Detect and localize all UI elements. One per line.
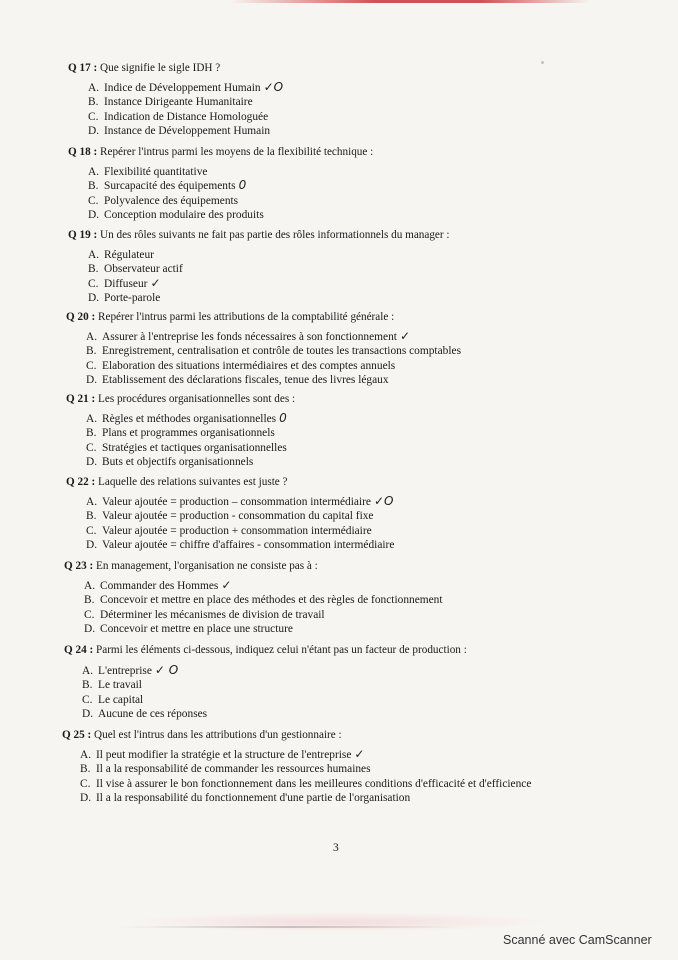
option-b: B. Instance Dirigeante Humanitaire bbox=[88, 96, 253, 109]
option-a: A. Valeur ajoutée = production – consommation intermédiaire ✓O bbox=[86, 494, 394, 508]
question-18 bbox=[68, 146, 373, 159]
question-23 bbox=[64, 560, 318, 573]
question-text: Les procédures organisationnelles sont des : bbox=[98, 393, 296, 405]
option-d: D. Aucune de ces réponses bbox=[82, 708, 208, 721]
option-c: C. Valeur ajoutée = production + consommation intermédiaire bbox=[86, 524, 372, 537]
question-number: Q 23 : bbox=[64, 560, 94, 572]
question-text: Laquelle des relations suivantes est juste ? bbox=[98, 476, 288, 488]
option-b: B. Enregistrement, centralisation et contrôle de toutes les transactions comptables bbox=[86, 345, 462, 358]
question-18-options bbox=[88, 165, 264, 223]
option-c: C. Stratégies et tactiques organisationnelles bbox=[86, 441, 287, 454]
option-b: B. Le travail bbox=[82, 679, 142, 692]
handwritten-mark: ✓O bbox=[263, 80, 284, 94]
option-a: A. Régulateur bbox=[88, 249, 154, 261]
question-17 bbox=[68, 62, 220, 75]
handwritten-mark: ✓ bbox=[354, 747, 365, 761]
question-22-options bbox=[86, 495, 394, 553]
page-number: 3 bbox=[333, 842, 339, 854]
question-19 bbox=[68, 229, 450, 242]
handwritten-mark: ✓ bbox=[150, 275, 161, 290]
option-d: D. Concevoir et mettre en place une structure bbox=[84, 623, 293, 636]
option-b: B. Valeur ajoutée = production - consommation du capital fixe bbox=[86, 510, 374, 523]
question-number: Q 20 : bbox=[66, 311, 96, 323]
question-text: Repérer l'intrus parmi les moyens de la flexibilité technique : bbox=[100, 146, 374, 158]
handwritten-mark: ✓ bbox=[221, 578, 232, 592]
option-a: A. L'entreprise ✓ O bbox=[82, 663, 179, 677]
question-text: Repérer l'intrus parmi les attributions de la comptabilité générale : bbox=[98, 311, 395, 323]
scan-smudge-line bbox=[120, 926, 460, 928]
question-21 bbox=[66, 393, 295, 406]
question-24 bbox=[64, 644, 467, 657]
question-22 bbox=[66, 476, 288, 489]
option-c: C. Il vise à assurer le bon fonctionnement dans les meilleures conditions d'efficacité et d'efficience bbox=[80, 777, 532, 790]
option-b: B. Surcapacité des équipements 0 bbox=[88, 178, 247, 193]
handwritten-mark: 0 bbox=[238, 178, 247, 193]
question-text: Quel est l'intrus dans les attributions d'un gestionnaire : bbox=[94, 729, 342, 741]
option-a: A. Règles et méthodes organisationnelles 0 bbox=[86, 411, 287, 425]
handwritten-mark: 0 bbox=[279, 411, 287, 425]
question-number: Q 21 : bbox=[66, 393, 96, 405]
question-20 bbox=[66, 311, 394, 324]
option-c: C. Diffuseur ✓ bbox=[88, 275, 161, 290]
option-c: C. Polyvalence des équipements bbox=[88, 194, 239, 207]
question-text: Que signifie le sigle IDH ? bbox=[100, 62, 221, 74]
option-c: C. Le capital bbox=[82, 693, 144, 706]
question-number: Q 19 : bbox=[68, 229, 98, 241]
option-b: B. Plans et programmes organisationnels bbox=[86, 427, 275, 440]
question-25 bbox=[62, 729, 342, 742]
scan-smudge bbox=[128, 912, 548, 932]
question-text: Un des rôles suivants ne fait pas partie des rôles informationnels du manager : bbox=[100, 229, 450, 241]
option-d: D. Etablissement des déclarations fiscales, tenue des livres légaux bbox=[86, 374, 389, 387]
handwritten-mark: ✓ O bbox=[154, 663, 179, 677]
option-d: D. Porte-parole bbox=[88, 292, 161, 305]
question-19-options bbox=[88, 248, 183, 306]
question-21-options bbox=[86, 412, 287, 470]
handwritten-mark: ✓ bbox=[399, 329, 411, 343]
option-b: B. Il a la responsabilité de commander les ressources humaines bbox=[80, 763, 371, 776]
option-c: C. Elaboration des situations intermédiaires et des comptes annuels bbox=[86, 359, 396, 372]
option-a: A. Indice de Développement Humain ✓O bbox=[88, 80, 284, 94]
option-a: A. Assurer à l'entreprise les fonds nécessaires à son fonctionnement ✓ bbox=[86, 329, 411, 343]
question-25-options bbox=[80, 748, 531, 806]
option-b: B. Observateur actif bbox=[88, 263, 183, 276]
question-17-options bbox=[88, 81, 283, 139]
question-23-options bbox=[84, 579, 443, 637]
option-d: D. Valeur ajoutée = chiffre d'affaires - consommation intermédiaire bbox=[86, 539, 395, 552]
handwritten-mark: ✓O bbox=[373, 494, 394, 508]
option-d: D. Il a la responsabilité du fonctionnement d'une partie de l'organisation bbox=[80, 792, 411, 805]
option-d: D. Conception modulaire des produits bbox=[88, 209, 264, 222]
question-text: Parmi les éléments ci-dessous, indiquez celui n'étant pas un facteur de production : bbox=[96, 644, 467, 656]
option-a: A. Il peut modifier la stratégie et la structure de l'entreprise ✓ bbox=[80, 747, 365, 761]
question-text: En management, l'organisation ne consiste pas à : bbox=[96, 560, 318, 572]
question-number: Q 24 : bbox=[64, 644, 94, 656]
question-number: Q 25 : bbox=[62, 729, 92, 741]
option-c: C. Indication de Distance Homologuée bbox=[88, 110, 269, 123]
option-a: A. Flexibilité quantitative bbox=[88, 166, 208, 178]
option-d: D. Instance de Développement Humain bbox=[88, 125, 271, 138]
question-number: Q 17 : bbox=[68, 62, 98, 74]
question-number: Q 18 : bbox=[68, 146, 98, 158]
question-number: Q 22 : bbox=[66, 476, 96, 488]
option-a: A. Commander des Hommes ✓ bbox=[84, 578, 232, 592]
option-d: D. Buts et objectifs organisationnels bbox=[86, 456, 254, 469]
question-20-options bbox=[86, 330, 461, 388]
option-c: C. Déterminer les mécanismes de division de travail bbox=[84, 608, 325, 621]
option-b: B. Concevoir et mettre en place des méthodes et des règles de fonctionnement bbox=[84, 594, 443, 607]
question-24-options bbox=[82, 664, 207, 722]
camscanner-watermark: Scanné avec CamScanner bbox=[503, 933, 652, 947]
